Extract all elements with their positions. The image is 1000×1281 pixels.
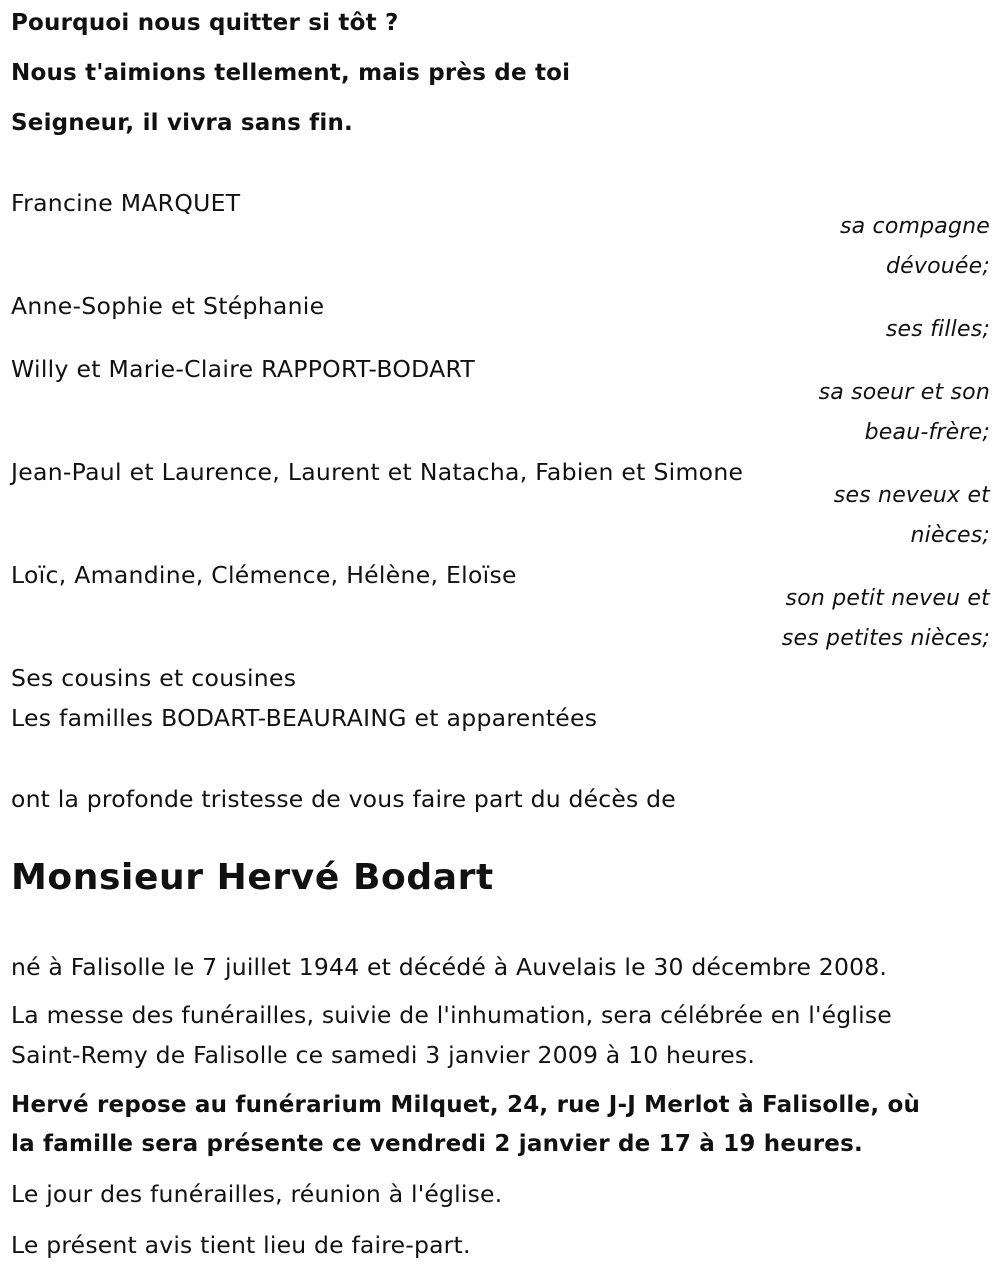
announcement-text: ont la profonde tristesse de vous faire part du décès de <box>11 785 676 813</box>
birth-death-line: né à Falisolle le 7 juillet 1944 et décédé à Auvelais le 30 décembre 2008. <box>11 953 888 981</box>
meeting-line: Le jour des funérailles, réunion à l'église. <box>11 1180 503 1208</box>
cousins-line: Ses cousins et cousines <box>11 664 297 692</box>
family-name-1: Francine MARQUET <box>11 189 241 217</box>
family-relation-4a: ses neveux et <box>833 483 990 508</box>
family-relation-4b: nièces; <box>910 523 990 548</box>
poem-line-3: Seigneur, il vivra sans fin. <box>11 110 353 136</box>
family-relation-5a: son petit neveu et <box>785 586 990 611</box>
family-relation-3b: beau-frère; <box>864 420 990 445</box>
family-name-3: Willy et Marie-Claire RAPPORT-BODART <box>11 355 476 383</box>
family-name-5: Loïc, Amandine, Clémence, Hélène, Eloïse <box>11 561 517 589</box>
repose-line-1: Hervé repose au funérarium Milquet, 24, rue J-J Merlot à Falisolle, où <box>11 1092 921 1118</box>
poem-line-2: Nous t'aimions tellement, mais près de toi <box>11 60 571 86</box>
family-relation-2a: ses filles; <box>885 317 990 342</box>
repose-line-2: la famille sera présente ce vendredi 2 janvier de 17 à 19 heures. <box>11 1131 863 1157</box>
families-line: Les familles BODART-BEAURAING et apparentées <box>11 704 598 732</box>
family-relation-1b: dévouée; <box>885 254 990 279</box>
mass-line-2: Saint-Remy de Falisolle ce samedi 3 janvier 2009 à 10 heures. <box>11 1041 756 1069</box>
family-relation-5b: ses petites nièces; <box>781 626 990 651</box>
family-relation-1a: sa compagne <box>839 214 990 239</box>
family-name-2: Anne-Sophie et Stéphanie <box>11 292 325 320</box>
deceased-name: Monsieur Hervé Bodart <box>11 857 494 898</box>
notice-line: Le présent avis tient lieu de faire-part. <box>11 1231 471 1259</box>
mass-line-1: La messe des funérailles, suivie de l'inhumation, sera célébrée en l'église <box>11 1001 892 1029</box>
family-relation-3a: sa soeur et son <box>818 380 990 405</box>
family-name-4: Jean-Paul et Laurence, Laurent et Natacha, Fabien et Simone <box>11 458 744 486</box>
poem-line-1: Pourquoi nous quitter si tôt ? <box>11 10 399 36</box>
